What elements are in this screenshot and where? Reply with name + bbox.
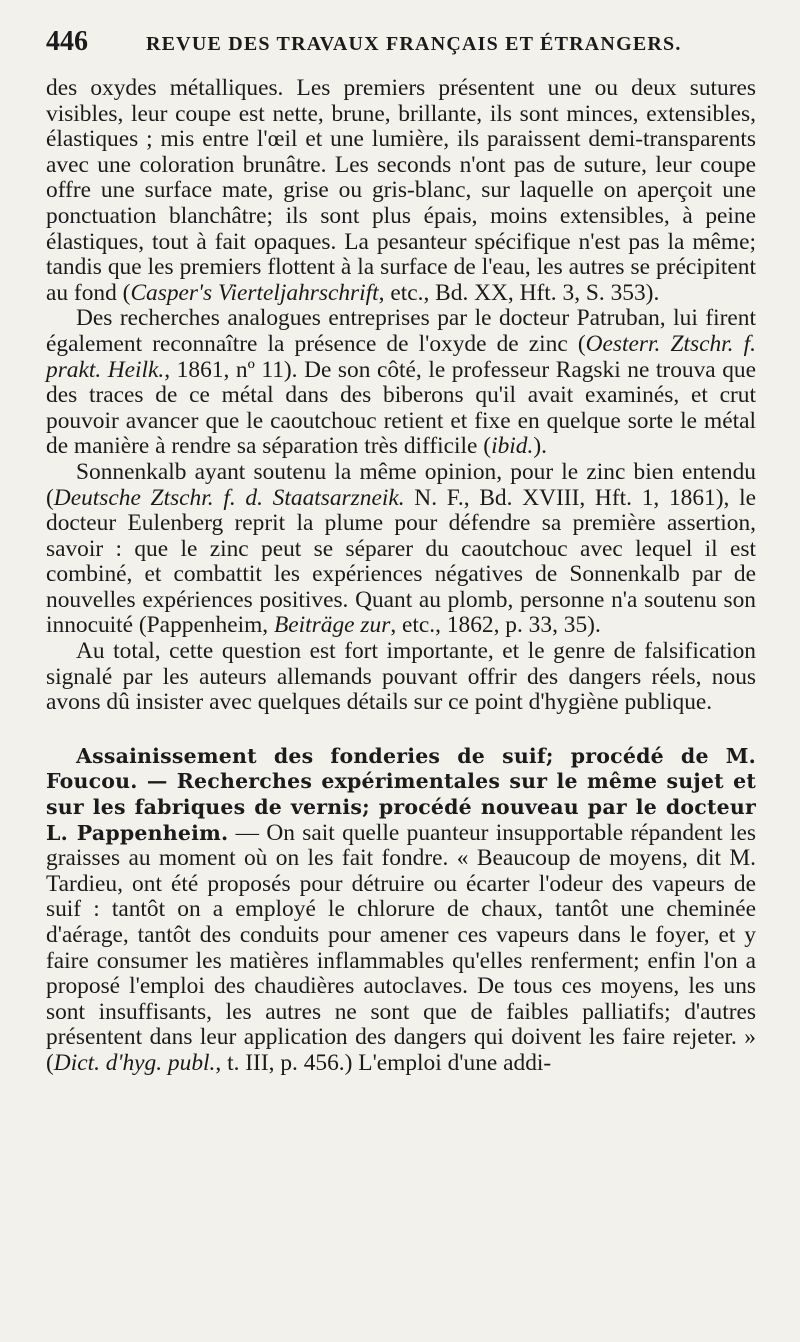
p5-citation: Dict. d'hyg. publ. xyxy=(53,1049,216,1076)
paragraph-patruban xyxy=(46,306,756,460)
p3-citation-1: Deutsche Ztschr. f. d. Staatsarzneik. xyxy=(53,484,405,511)
section-heading: Assainissement des fonderies de suif; procédé de M. Foucou. — Recherches expérimentales sur le même sujet et sur les fabriques de vernis; procédé nouveau par le docteur L. Pappenheim. xyxy=(46,743,756,845)
paragraph-continuation xyxy=(46,76,756,306)
p2-citation-2: ibid. xyxy=(491,433,534,460)
p1-text: des oxydes métalliques. Les premiers présentent une ou deux sutures visibles, leur coupe est nette, brune, brillante, ils sont minces, extensibles, élastiques ; mis entre l'œil et une lumière, ils paraissent demi-transparents avec une coloration brunâtre. Les seconds n'ont pas de suture, leur coupe offre une surface mate, grise ou gris-blanc, sur laquelle on aperçoit une ponctuation blanchâtre; ils sont plus épais, moins extensibles, à peine élastiques, tout à fait opaques. La pesanteur spécifique n'est pas la même; tandis que les premiers flottent à la surface de l'eau, les autres se précipitent au fond ( xyxy=(46,75,756,306)
p3-text-b: N. F., Bd. XVIII, Hft. 1, 1861), le docteur Eulenberg reprit la plume pour défendre sa première assertion, savoir : que le zinc peut se séparer du caoutchouc avec lequel il est combiné, et combattit les expériences négatives de Sonnenkalb par de nouvelles expériences positives. Quant au plomb, personne n'a soutenu son innocuité (Pappenheim, xyxy=(46,484,756,639)
p5-text-b: , t. III, p. 456.) L'emploi d'une addi- xyxy=(215,1049,552,1076)
p1-end: , etc., Bd. XX, Hft. 3, S. 353). xyxy=(378,279,660,306)
p1-citation: Casper's Vierteljahrschrift xyxy=(130,279,379,306)
p4-text: Au total, cette question est fort importante, et le genre de falsification signalé par les auteurs allemands pouvant offrir des dangers réels, nous avons dû insister avec quelques détails sur ce point d'hygiène publique. xyxy=(46,638,756,716)
paragraph-conclusion xyxy=(46,639,756,716)
p3-citation-2: Beiträge zur xyxy=(274,612,391,639)
paragraph-section xyxy=(46,744,756,1077)
paragraph-sonnenkalb xyxy=(46,460,756,639)
p3-text-a: Sonnenkalb ayant soutenu la même opinion, pour le zinc bien entendu ( xyxy=(46,458,756,511)
page-number: 446 xyxy=(46,26,88,57)
p2-citation-1: Oesterr. Ztschr. f. prakt. Heilk. xyxy=(46,330,756,383)
section-spacer xyxy=(46,716,756,744)
p2-text-c: ). xyxy=(533,433,547,460)
p3-text-c: , etc., 1862, p. 33, 35). xyxy=(390,612,601,639)
body-text xyxy=(46,76,756,1077)
p5-text-a: — On sait quelle puanteur insupportable répandent les graisses au moment où on les fait fondre. « Beaucoup de moyens, dit M. Tardieu, ont été proposés pour détruire ou écarter l'odeur des vapeurs de suif : tantôt on a employé le chlorure de chaux, tantôt une cheminée d'aérage, tantôt des conduits pour amener ces vapeurs dans le foyer, et y faire consumer les matières inflammables qu'elles renferment; enfin l'on a proposé l'emploi des chaudières autoclaves. De tous ces moyens, les uns sont insuffisants, les autres ne sont que de faibles palliatifs; d'autres présentent dans leur application des dangers qui doivent les faire rejeter. » ( xyxy=(46,819,756,1076)
p2-text-b: , 1861, nº 11). De son côté, le professeur Ragski ne trouva que des traces de ce métal dans des biberons qu'il avait examinés, et crut pouvoir avancer que le caoutchouc retient et fixe en quelque sorte le métal de manière à rendre sa séparation très difficile ( xyxy=(46,356,756,460)
p2-text-a: Des recherches analogues entreprises par le docteur Patruban, lui firent également reconnaître la présence de l'oxyde de zinc ( xyxy=(46,305,756,357)
running-head xyxy=(46,26,756,68)
journal-title: REVUE DES TRAVAUX FRANÇAIS ET ÉTRANGERS. xyxy=(146,33,682,55)
